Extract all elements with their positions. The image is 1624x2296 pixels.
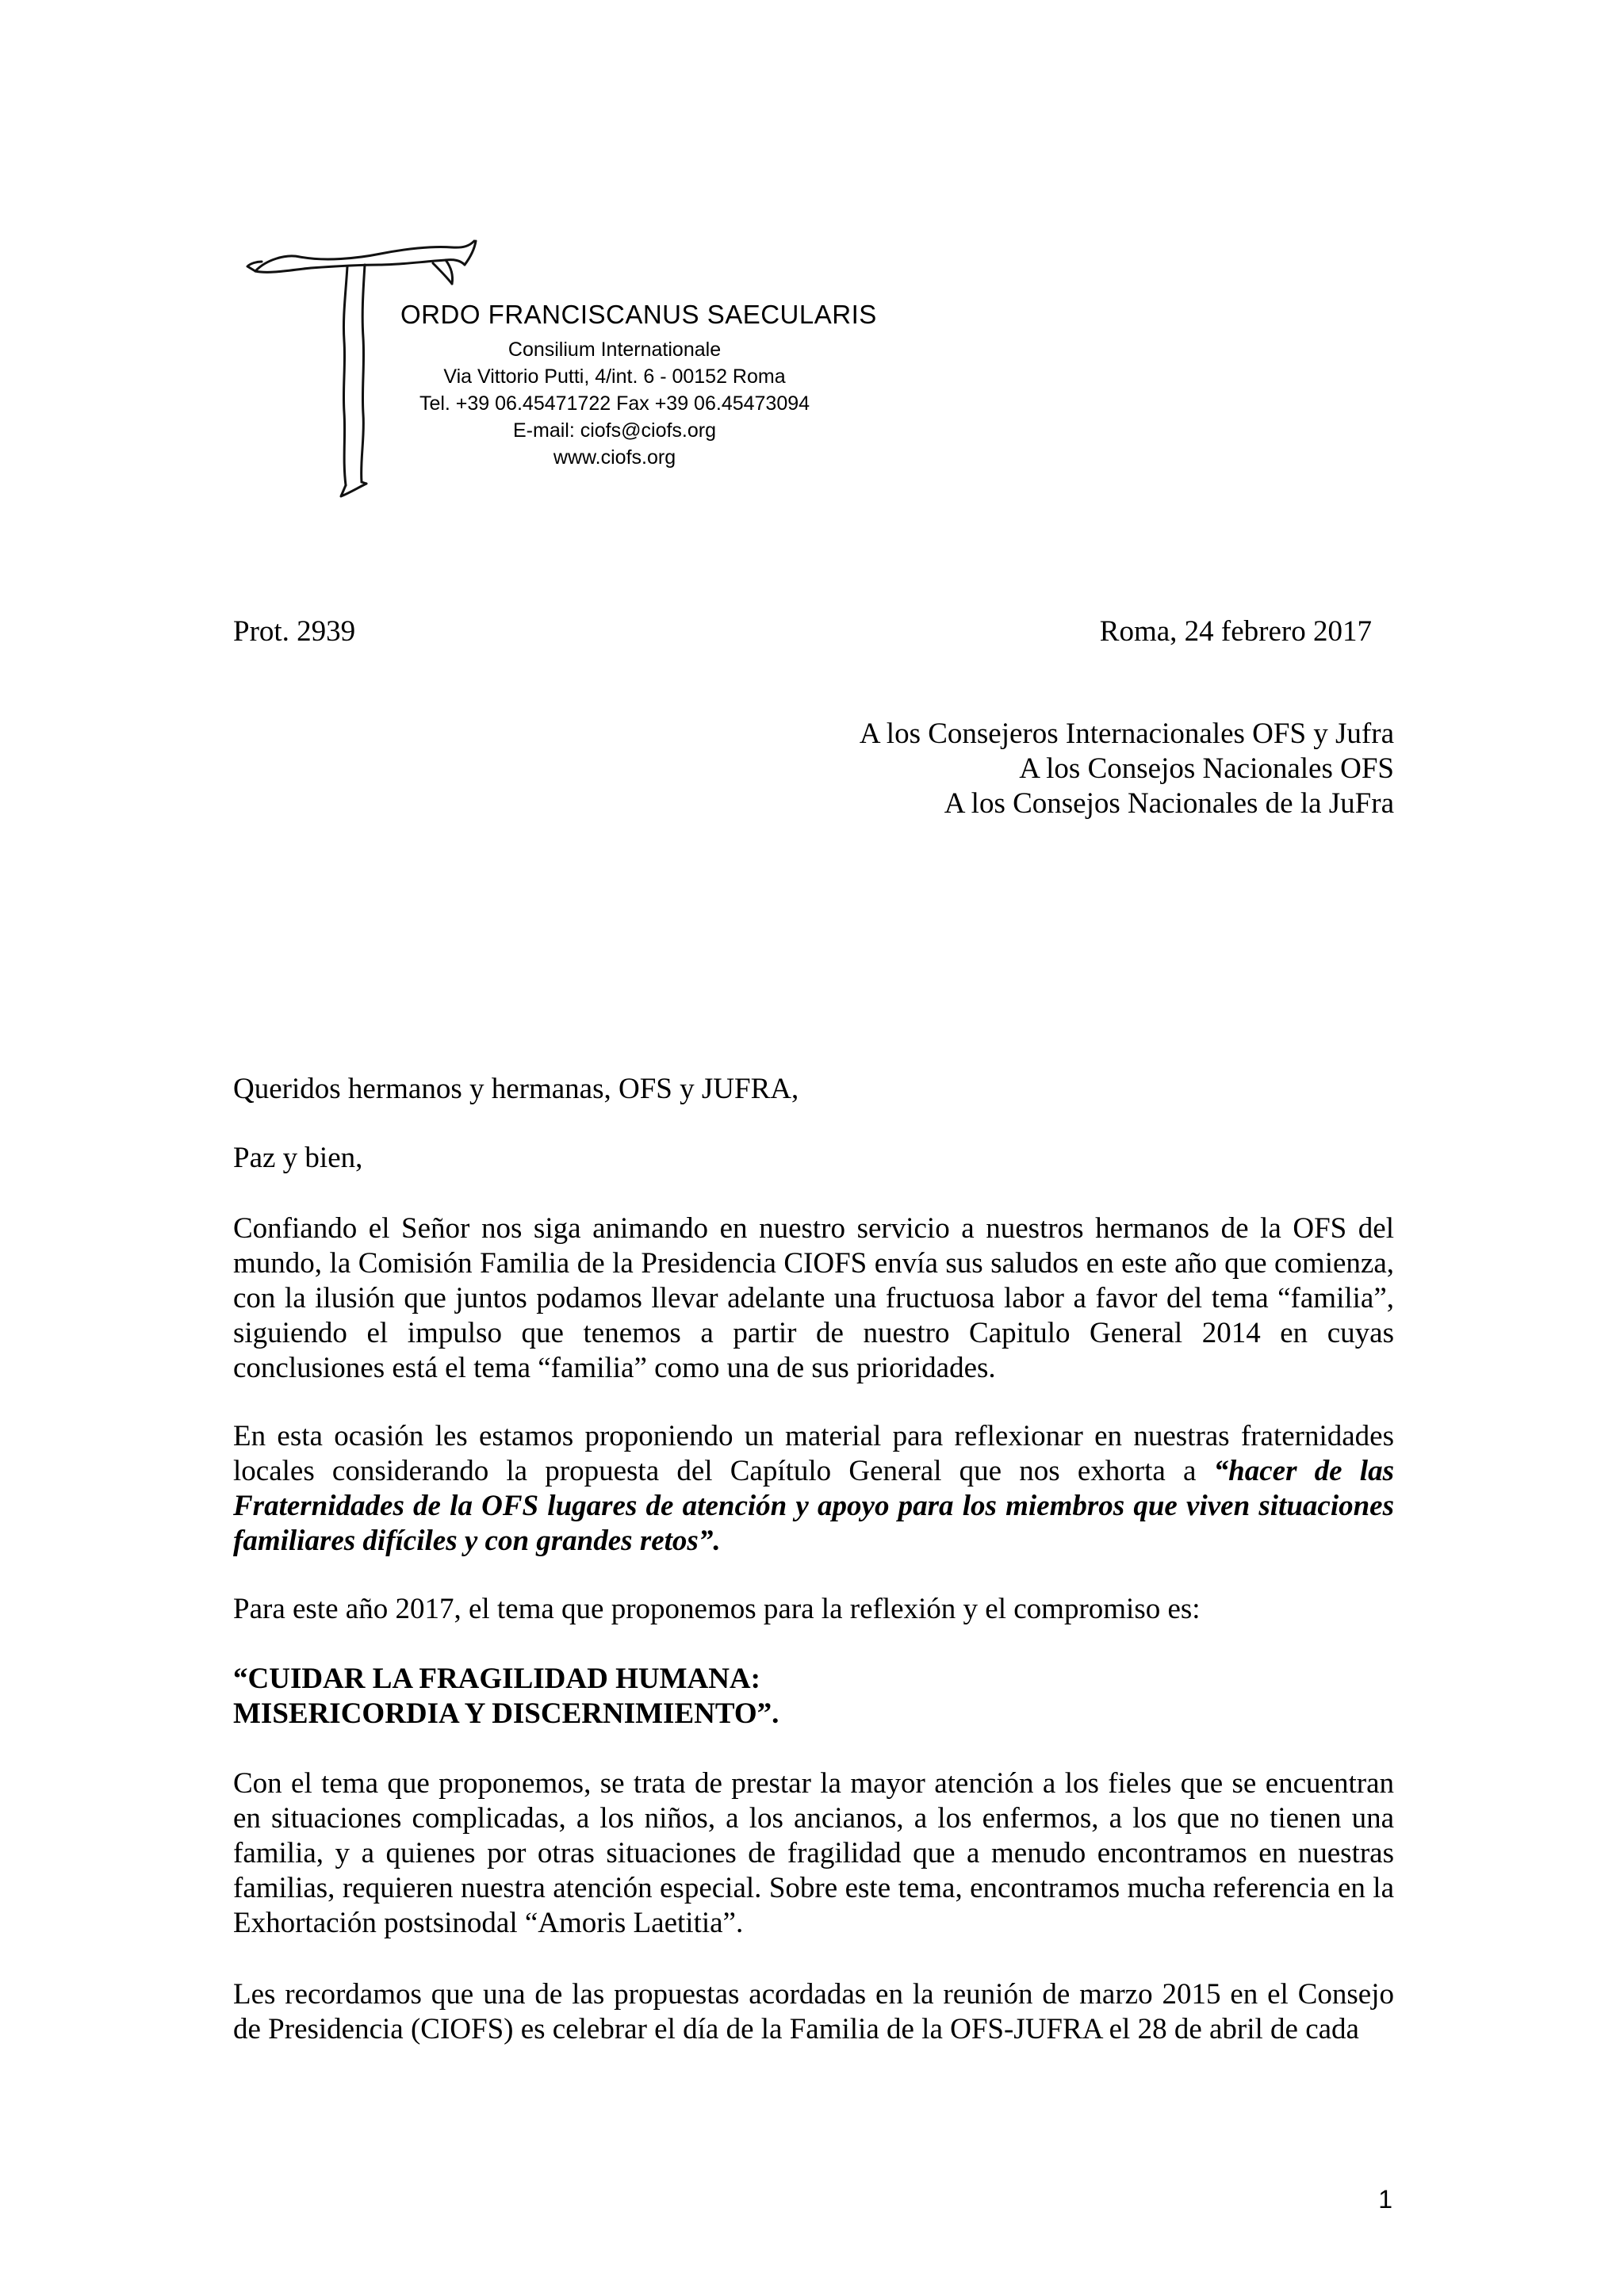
theme-heading xyxy=(233,1662,1394,1732)
recipients-block xyxy=(860,717,1394,821)
letterhead-address: Via Vittorio Putti, 4/int. 6 - 00152 Roma xyxy=(443,365,786,388)
page-number: 1 xyxy=(1378,2185,1392,2214)
letterhead-email: E-mail: ciofs@ciofs.org xyxy=(513,419,716,442)
paragraph-theme-explanation: Con el tema que proponemos, se trata de prestar la mayor atención a los fieles que se encuentran en situaciones complicadas, a los niños, a los ancianos, a los enfermos, a los que no tienen una familia, y a quienes por otras situaciones de fragilidad que a menudo encontramos en nuestras familias, requieren nuestra atención especial. Sobre este tema, encontramos mucha referencia en la Exhortación postsinodal “Amoris Laetitia”. xyxy=(233,1767,1394,1939)
paragraph-theme-intro: Para este año 2017, el tema que proponemos para la reflexión y el compromiso es: xyxy=(233,1593,1201,1625)
letterhead-contact xyxy=(400,336,829,471)
theme-line-1: “CUIDAR LA FRAGILIDAD HUMANA: xyxy=(233,1663,760,1695)
recipient-line: A los Consejos Nacionales de la JuFra xyxy=(944,787,1394,820)
salutation: Queridos hermanos y hermanas, OFS y JUFRA, xyxy=(233,1073,799,1105)
recipient-line: A los Consejeros Internacionales OFS y Jufra xyxy=(859,718,1394,750)
chapter-quote-emphasis: “hacer de las Fraternidades de la OFS lugares de atención y apoyo para los miembros que viven situaciones familiares difíciles y con grandes retos”. xyxy=(233,1455,1394,1557)
letter-date: Roma, 24 febrero 2017 xyxy=(1099,615,1372,648)
paragraph-proposal xyxy=(233,1419,1394,1559)
letterhead-phone-fax: Tel. +39 06.45471722 Fax +39 06.45473094 xyxy=(419,392,810,415)
theme-line-2: MISERICORDIA Y DISCERNIMIENTO”. xyxy=(233,1697,779,1730)
letterhead-council: Consilium Internationale xyxy=(508,339,722,361)
paragraph-reminder: Les recordamos que una de las propuestas acordadas en la reunión de marzo 2015 en el Consejo de Presidencia (CIOFS) es celebrar el día de la Familia de la OFS-JUFRA el 28 de abril de cada xyxy=(233,1978,1394,2045)
letterhead-website: www.ciofs.org xyxy=(553,446,676,469)
paragraph-proposal-text: En esta ocasión les estamos proponiendo un material para reflexionar en nuestras fraternidades locales considerando la propuesta del Capítulo General que nos exhorta a xyxy=(233,1420,1394,1487)
letter-body xyxy=(233,1072,1394,2047)
letterhead-org-name: ORDO FRANCISCANUS SAECULARIS xyxy=(400,300,877,329)
letterhead xyxy=(400,295,877,471)
recipient-line: A los Consejos Nacionales OFS xyxy=(1019,752,1394,785)
paragraph-intro: Confiando el Señor nos siga animando en nuestro servicio a nuestros hermanos de la OFS del mundo, la Comisión Familia de la Presidencia CIOFS envía sus saludos en este año que comienza, con la ilusión que juntos podamos llevar adelante una fructuosa labor a favor del tema “familia”, siguiendo el impulso que tenemos a partir de nuestro Capitulo General 2014 en cuyas conclusiones está el tema “familia” como una de sus prioridades. xyxy=(233,1212,1394,1384)
protocol-number: Prot. 2939 xyxy=(233,615,356,648)
greeting: Paz y bien, xyxy=(233,1142,363,1174)
